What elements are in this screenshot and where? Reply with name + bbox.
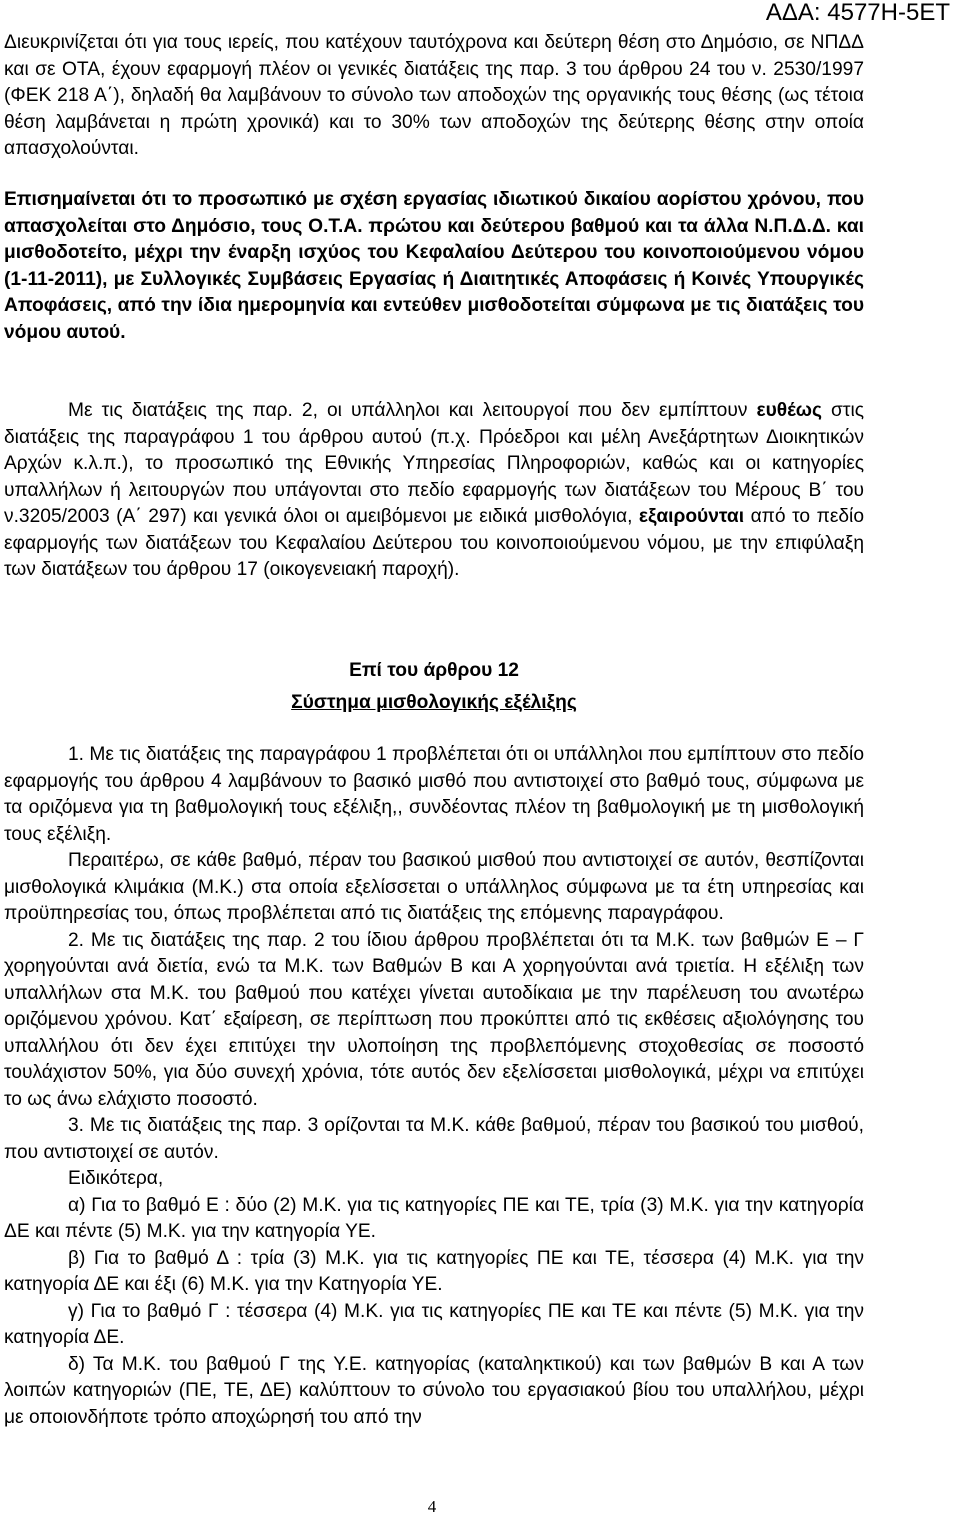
paragraph-text: 3. Με τις διατάξεις της παρ. 3 ορίζονται τα Μ.Κ. κάθε βαθμού, πέραν του βασικού του μισθού, που αντιστοιχεί σε αυτόν.: [4, 1115, 864, 1163]
paragraph-text: Ειδικότερα,: [68, 1168, 164, 1189]
paragraph-text: α) Για το βαθμό Ε : δύο (2) Μ.Κ. για τις κατηγορίες ΠΕ και ΤΕ, τρία (3) Μ.Κ. για την κατηγορία ΔΕ και πέντε (5) Μ.Κ. για την κατηγορία ΥΕ.: [4, 1194, 864, 1242]
article-body: [4, 742, 864, 1431]
section-heading: Σύστημα μισθολογικής εξέλιξης: [291, 692, 577, 713]
page-number: 4: [427, 1497, 437, 1516]
paragraph-text: 2. Με τις διατάξεις της παρ. 2 του ίδιου άρθρου προβλέπεται ότι τα Μ.Κ. των βαθμών Ε – Γ χορηγούνται ανά διετία, ενώ τα Μ.Κ. των Βαθμών Β και Α χορηγούνται ανά τριετία. Η εξέλιξη των υπαλλήλων στα Μ.Κ. του βαθμού που κατέχει γίνεται αυτοδίκαια με την παρέλευση του ανωτέρω οριζόμενου χρόνου. Κατ΄ εξαίρεση, σε περίπτωση που προκύπτει από τις εκθέσεις αξιολόγησης του υπαλλήλου ότι δεν έχει επιτύχει την υλοποίηση της προβλεπόμενης στοχοθεσίας σε ποσοστό τουλάχιστον 50%, για δύο συνεχή χρόνια, τότε αυτός δεν εξελίσσεται μισθολογικά, μέχρι να επιτύχει το ως άνω ελάχιστο ποσοστό.: [4, 929, 864, 1110]
paragraph-text: δ) Τα Μ.Κ. του βαθμού Γ της Υ.Ε. κατηγορίας (καταληκτικού) και των βαθμών Β και Α των λοιπών κατηγοριών (ΠΕ, ΤΕ, ΔΕ) καλύπτουν το σύνολο του εργασιακού βίου του υπαλλήλου, μέχρι με οποιονδήποτε τρόπο αποχώρησή του από την: [4, 1353, 864, 1428]
ada-code: ΑΔΑ: 4577Η-5ΕΤ: [765, 0, 950, 26]
paragraph-exclusions: [4, 398, 864, 584]
paragraph-text: Περαιτέρω, σε κάθε βαθμό, πέραν του βασικού μισθού που αντιστοιχεί σε αυτόν, θεσπίζονται μισθολογικά κλιμάκια (Μ.Κ.) στα οποία εξελίσσεται ο υπάλληλος σύμφωνα με τα έτη υπηρεσίας και προϋπηρεσίας του, όπως προβλέπεται από τις διατάξεις της επόμενης παραγράφου.: [4, 850, 864, 924]
text-span: στις διατάξεις της παραγράφου 1 του άρθρου αυτού (π.χ. Πρόεδροι και μέλη Ανεξάρτητων Διοικητικών Αρχών κ.λ.π.), το προσωπικό της Εθνικής Υπηρεσίας Πληροφοριών, καθώς και οι κατηγορίες υπαλλήλων ή λειτουργών που υπάγονται στο πεδίο εφαρμογής των διατάξεων του Μέρους Β΄ του ν.3205/2003 (Α΄ 297) και γενικά όλοι οι αμειβόμενοι με ειδικά μισθολόγια,: [4, 400, 864, 527]
paragraph-clergy: [4, 30, 864, 163]
bold-term: εξαιρούνται: [638, 506, 745, 527]
paragraph-text: β) Για το βαθμό Δ : τρία (3) Μ.Κ. για τις κατηγορίες ΠΕ και ΤΕ, τέσσερα (4) Μ.Κ. για την κατηγορία ΔΕ και έξι (6) Μ.Κ. για την Κατηγορία ΥΕ.: [4, 1247, 864, 1295]
paragraph-text: γ) Για το βαθμό Γ : τέσσερα (4) Μ.Κ. για τις κατηγορίες ΠΕ και ΤΕ και πέντε (5) Μ.Κ. για την κατηγορία ΔΕ.: [4, 1300, 864, 1348]
paragraph-text: Επισημαίνεται ότι το προσωπικό με σχέση εργασίας ιδιωτικού δικαίου αορίστου χρόνου, που απασχολείται στο Δημόσιο, τους Ο.Τ.Α. πρώτου και δεύτερου βαθμού και τα άλλα Ν.Π.Δ.Δ. και μισθοδοτείτο, μέχρι την έναρξη ισχύος του Κεφαλαίου Δεύτερου του κοινοποιούμενου νόμου (1-11-2011), με Συλλογικές Συμβάσεις Εργασίας ή Διαιτητικές Αποφάσεις ή Κοινές Υπουργικές Αποφάσεις, από την ίδια ημερομηνία και εντεύθεν μισθοδοτείται σύμφωνα με τις διατάξεις του νόμου αυτού.: [4, 189, 864, 343]
text-span: Με τις διατάξεις της παρ. 2, οι υπάλληλοι και λειτουργοί που δεν εμπίπτουν: [68, 400, 757, 421]
bold-term: ευθέως: [756, 400, 822, 421]
paragraph-text: 1. Με τις διατάξεις της παραγράφου 1 προβλέπεται ότι οι υπάλληλοι που εμπίπτουν στο πεδίο εφαρμογής του άρθρου 4 λαμβάνουν το βασικό μισθό που αντιστοιχεί στο βαθμό τους, σύμφωνα με τα οριζόμενα για τη βαθμολογική τους εξέλιξη,, συνδέοντας πλέον τη βαθμολογική με τη μισθολογική τους εξέλιξη.: [4, 744, 864, 845]
paragraph-text: Διευκρινίζεται ότι για τους ιερείς, που κατέχουν ταυτόχρονα και δεύτερη θέση στο Δημόσιο, σε ΝΠΔΔ και σε ΟΤΑ, έχουν εφαρμογή πλέον οι γενικές διατάξεις της παρ. 3 του άρθρου 24 του ν. 2530/1997 (ΦΕΚ 218 Α΄), δηλαδή θα λαμβάνουν το σύνολο των αποδοχών της οργανικής τους θέσης (ως τέτοια θέση λαμβάνεται η πρώτη χρονικά) και το 30% των αποδοχών της δεύτερης θέσης στην οποία απασχολούνται.: [4, 32, 864, 159]
paragraph-text: [4, 398, 864, 584]
paragraph-private-law-staff: [4, 187, 864, 346]
text-span: από το πεδίο εφαρμογής των διατάξεων του Κεφαλαίου Δεύτερου του κοινοποιούμενου νόμου, με την επιφύλαξη των διατάξεων του άρθρου 17 (οικογενειακή παροχή).: [4, 506, 864, 580]
article-heading: Επί του άρθρου 12: [349, 660, 519, 681]
